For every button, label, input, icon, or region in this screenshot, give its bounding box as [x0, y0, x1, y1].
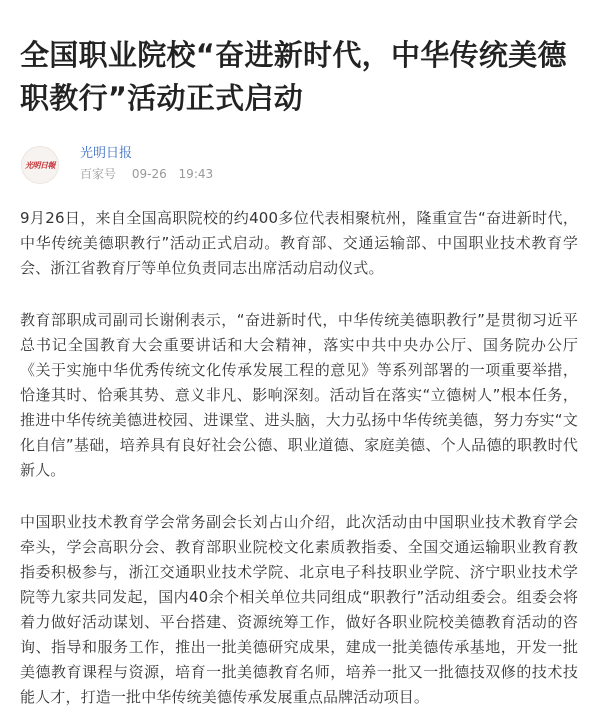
publish-time: 19:43	[178, 167, 214, 181]
source-name[interactable]: 光明日报	[80, 146, 133, 161]
source-avatar[interactable]	[21, 146, 59, 184]
author-bar	[20, 146, 578, 186]
source-logo: 光明日報	[25, 160, 55, 170]
channel-label: 百家号	[80, 167, 117, 181]
article-paragraph: 中国职业技术教育学会常务副会长刘占山介绍，此次活动由中国职业技术教育学会牵头，学会高职分会、教育部职业院校文化素质教指委、全国交通运输职业教育教指委积极参与，浙江交通职业技术学院、北京电子科技职业学院、济宁职业技术学院等九家共同发起，国内40余个相关单位共同组成“职教行”活动组委会。组委会将着力做好活动谋划、平台搭建、资源统筹工作，做好各职业院校美德教育活动的咨询、指导和服务工作，推出一批美德研究成果，建成一批美德传承基地，开发一批美德教育课程与资源，培育一批美德教育名师，培养一批又一批德技双修的技术技能人才，打造一批中华传统美德传承发展重点品牌活动项目。	[20, 513, 578, 706]
article-paragraph: 9月26日，来自全国高职院校的约400多位代表相聚杭州，隆重宣告“奋进新时代，中华传统美德职教行”活动正式启动。教育部、交通运输部、中国职业技术教育学会、浙江省教育厅等单位负责同志出席活动启动仪式。	[20, 209, 578, 277]
article-paragraph: 教育部职成司副司长谢俐表示，“奋进新时代，中华传统美德职教行”是贯彻习近平总书记全国教育大会重要讲话和大会精神，落实中共中央办公厅、国务院办公厅《关于实施中华优秀传统文化传承发展工程的意见》等系列部署的一项重要举措，恰逢其时、恰乘其势、意义非凡、影响深刻。活动旨在落实“立德树人”根本任务，推进中华传统美德进校园、进课堂、进头脑，大力弘扬中华传统美德，努力夯实“文化自信”基础，培养具有良好社会公德、职业道德、家庭美德、个人品德的职教时代新人。	[20, 311, 578, 479]
publish-meta	[80, 166, 213, 182]
publish-date: 09-26	[131, 167, 167, 181]
article-title: 全国职业院校“奋进新时代，中华传统美德职教行”活动正式启动	[20, 38, 567, 115]
article-body	[20, 206, 578, 710]
